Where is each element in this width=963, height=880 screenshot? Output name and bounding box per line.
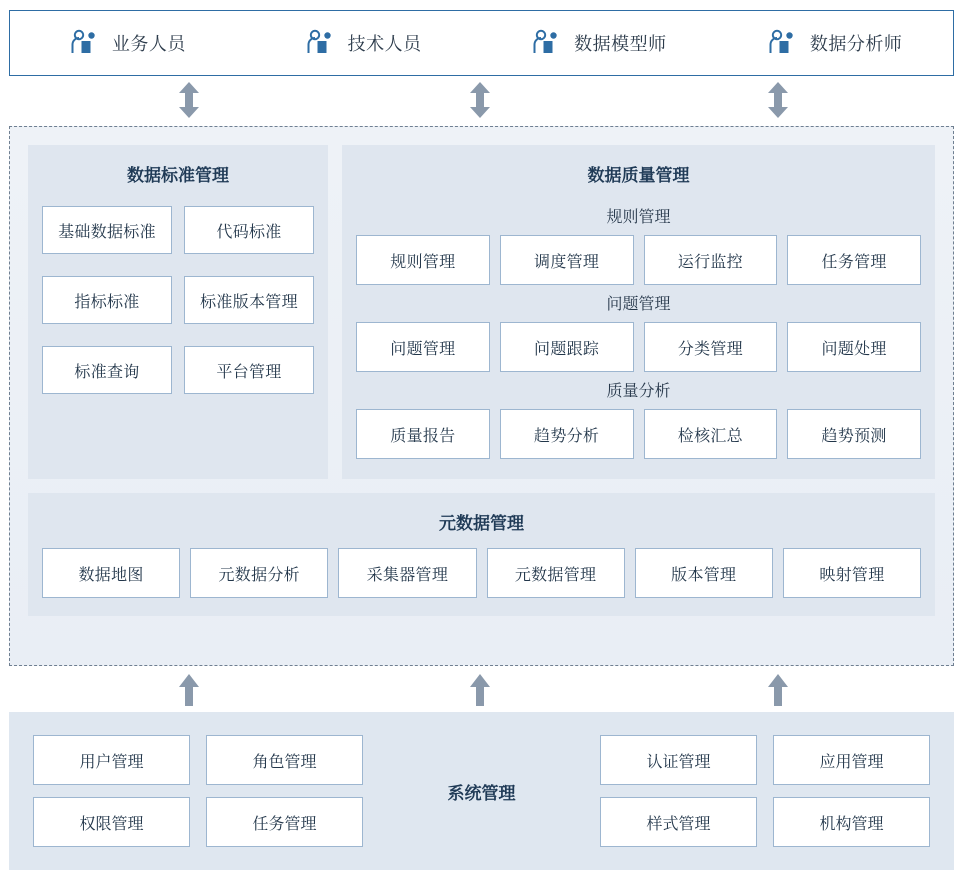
group-title: 规则管理 [606,209,671,226]
role-label: 技术人员 [347,34,422,54]
panel-metadata [28,493,935,616]
tile-metadata-analysis[interactable]: 元数据分析 [190,548,328,598]
role-label: 数据分析师 [809,34,903,54]
tile-collector-mgmt[interactable]: 采集器管理 [338,548,476,598]
panel-title: 数据标准管理 [127,166,229,185]
tile-mapping-mgmt[interactable]: 映射管理 [783,548,921,598]
up-arrow-icon [761,672,795,713]
tile-issue-mgmt[interactable]: 问题管理 [356,322,490,372]
system-right-group [600,735,930,847]
tile-quality-report[interactable]: 质量报告 [356,409,490,459]
double-arrow-icon [761,80,795,125]
double-arrow-icon [463,80,497,125]
tile-indicator-standard[interactable]: 指标标准 [42,276,172,324]
tile-schedule-mgmt[interactable]: 调度管理 [500,235,634,285]
panel-title: 元数据管理 [439,514,524,533]
user-group-icon [306,29,336,57]
bottom-connectors [0,672,963,712]
tile-task-mgmt[interactable]: 任务管理 [787,235,921,285]
tile-standard-query[interactable]: 标准查询 [42,346,172,394]
tile-rule-mgmt[interactable]: 规则管理 [356,235,490,285]
group-title: 质量分析 [606,383,671,400]
tile-data-map[interactable]: 数据地图 [42,548,180,598]
tile-style-mgmt[interactable]: 样式管理 [600,797,757,847]
tile-trend-analysis[interactable]: 趋势分析 [500,409,634,459]
tile-organization-mgmt[interactable]: 机构管理 [773,797,930,847]
panel-title: 数据质量管理 [587,166,690,185]
tile-trend-forecast[interactable]: 趋势预测 [787,409,921,459]
tile-application-mgmt[interactable]: 应用管理 [773,735,930,785]
user-group-icon [70,29,100,57]
tile-issue-tracking[interactable]: 问题跟踪 [500,322,634,372]
quality-group-analysis [342,378,935,459]
tile-user-mgmt[interactable]: 用户管理 [33,735,190,785]
role-item-business[interactable] [10,29,246,57]
group-title: 问题管理 [606,296,671,313]
role-label: 业务人员 [111,34,186,54]
user-group-icon [532,29,562,57]
role-item-data-analyst[interactable] [717,29,953,57]
tile-code-standard[interactable]: 代码标准 [184,206,314,254]
user-group-icon [768,29,798,57]
panel-system-management [9,712,954,870]
tile-standard-version-mgmt[interactable]: 标准版本管理 [184,276,314,324]
panel-data-standard [28,145,328,479]
tile-role-mgmt[interactable]: 角色管理 [206,735,363,785]
system-left-group [33,735,363,847]
data-governance-container [9,126,954,666]
role-label: 数据模型师 [574,34,667,54]
tile-platform-mgmt[interactable]: 平台管理 [184,346,314,394]
tile-run-monitor[interactable]: 运行监控 [644,235,778,285]
quality-group-rules [342,204,935,285]
role-item-data-modeler[interactable] [482,29,718,57]
role-item-technical[interactable] [246,29,482,57]
panel-data-quality [342,145,935,479]
quality-group-issues [342,291,935,372]
roles-bar [9,10,954,76]
tile-permission-mgmt[interactable]: 权限管理 [33,797,190,847]
tile-metadata-mgmt[interactable]: 元数据管理 [487,548,625,598]
tile-check-summary[interactable]: 检核汇总 [644,409,778,459]
tile-issue-handling[interactable]: 问题处理 [787,322,921,372]
up-arrow-icon [172,672,206,713]
tile-version-mgmt[interactable]: 版本管理 [635,548,773,598]
tile-task-mgmt-system[interactable]: 任务管理 [206,797,363,847]
tile-auth-mgmt[interactable]: 认证管理 [600,735,757,785]
up-arrow-icon [463,672,497,713]
tile-category-mgmt[interactable]: 分类管理 [644,322,778,372]
double-arrow-icon [172,80,206,125]
top-connectors [0,80,963,120]
panel-title: 系统管理 [447,783,516,803]
tile-basic-data-standard[interactable]: 基础数据标准 [42,206,172,254]
